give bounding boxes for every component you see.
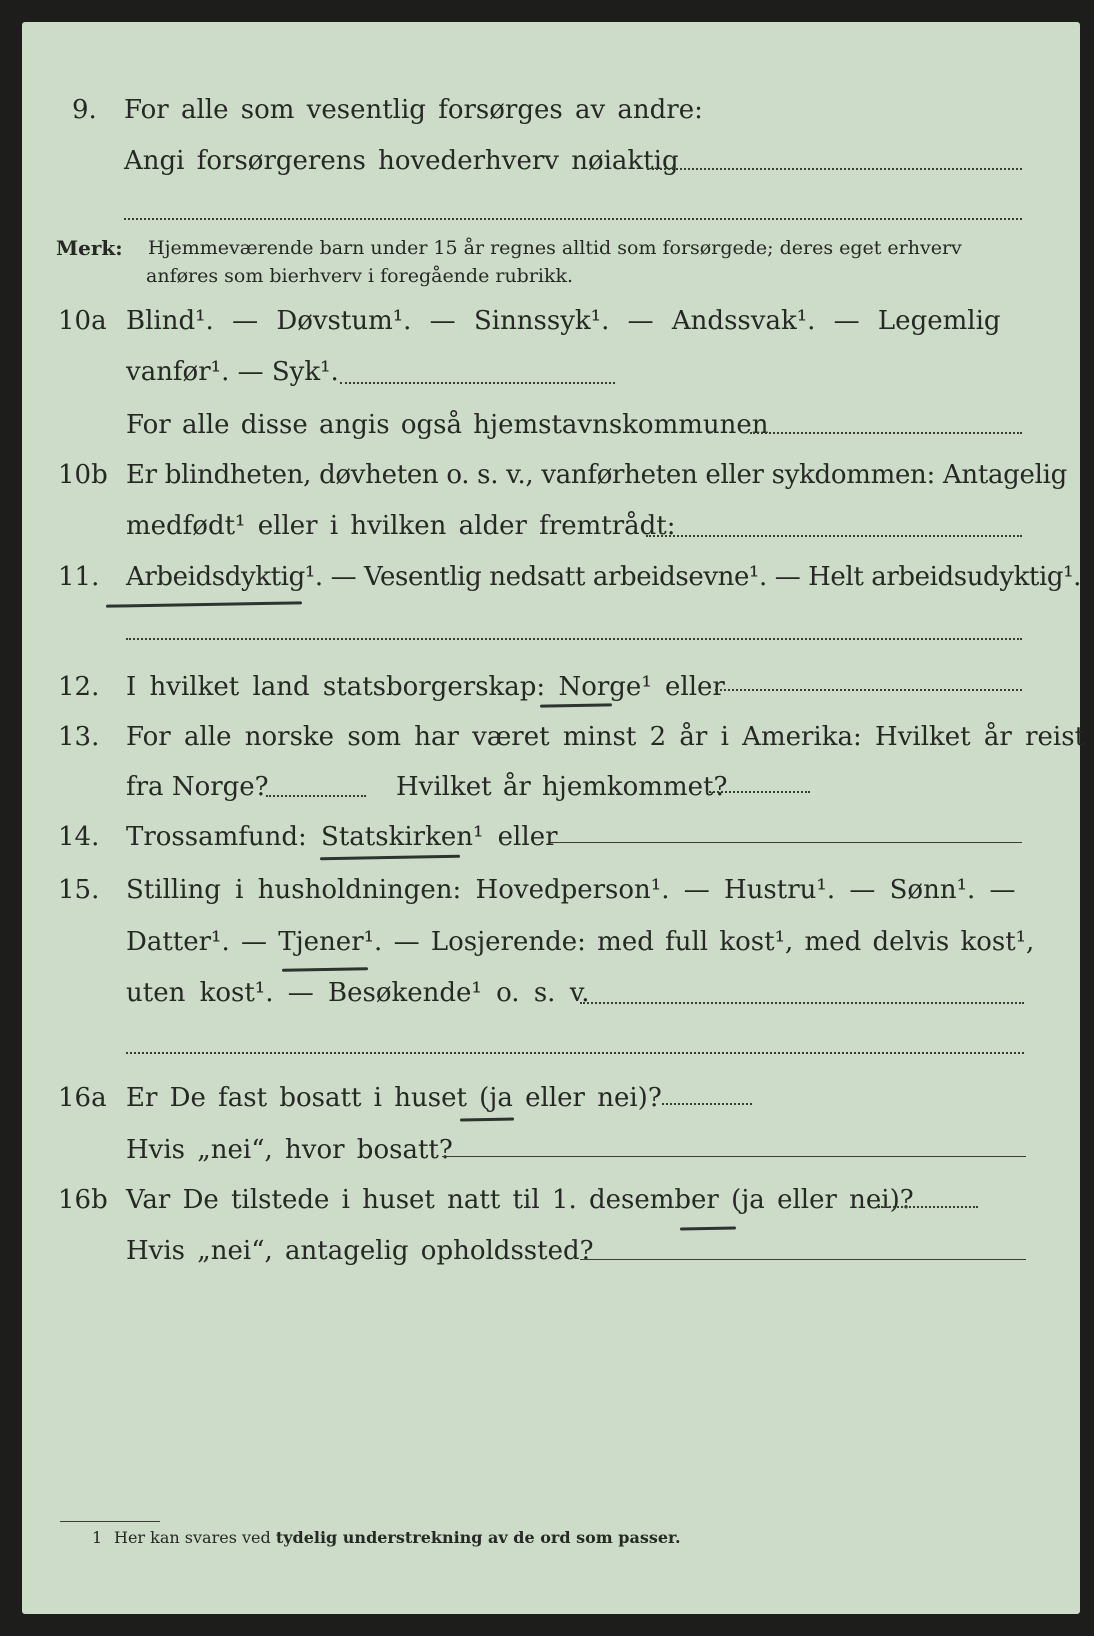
q16b-answer-line[interactable] [878,1206,978,1208]
merk-line2: anføres som bierhverv i foregående rubrikk. [146,265,574,287]
q9-number: 9. [72,95,97,125]
q11-answer-line[interactable] [126,638,1022,640]
q16a-number: 16a [58,1083,107,1113]
q10b-answer-line[interactable] [646,535,1022,537]
footnote-mark: 1 [92,1528,103,1547]
q10a-line3: For alle disse angis også hjemstavnskommunen [126,410,769,440]
q13-line1: For alle norske som har været minst 2 år i Amerika: Hvilket år reist [126,722,1085,752]
q16b-number: 16b [58,1185,108,1215]
q16a-line2: Hvis „nei“, hvor bosatt? [126,1135,453,1165]
q10b-number: 10b [58,460,108,490]
q12-number: 12. [58,672,100,702]
footnote-text-plain: Her kan svares ved [114,1528,271,1547]
q16a-line1: Er De fast bosatt i huset (ja eller nei)? [126,1083,662,1113]
footnote-text [114,1528,681,1548]
q12-pen-underline [540,703,612,707]
q16b-line2: Hvis „nei“, antagelig opholdssted? [126,1236,594,1266]
q16b-line1: Var De tilstede i huset natt til 1. desember (ja eller nei)? [126,1185,914,1215]
q12-line1: I hvilket land statsborgerskap: Norge¹ eller [126,672,725,702]
q13-number: 13. [58,722,100,752]
q11-pen-underline [106,601,302,607]
q13-hjemkommet-line[interactable] [706,791,810,793]
merk-label: Merk: [56,236,123,260]
q10a-line2: vanfør¹. — Syk¹. [126,357,339,387]
q16a-answer-line[interactable] [662,1103,752,1105]
q10b-line1: Er blindheten, døvheten o. s. v., vanførheten eller sykdommen: Antagelig [126,460,1067,490]
q15-answer-line[interactable] [580,1002,1024,1004]
q16b-pen-underline [680,1227,736,1231]
q14-answer-line[interactable] [548,842,1022,843]
footnote-text-bold: tydelig understrekning av de ord som passer. [275,1528,681,1547]
q16b-opholdssted-line[interactable] [580,1259,1026,1260]
q12-answer-line[interactable] [715,689,1022,691]
q11-line1: Arbeidsdyktig¹. — Vesentlig nedsatt arbeidsevne¹. — Helt arbeidsudyktig¹. [126,562,1082,592]
q10b-line2: medfødt¹ eller i hvilken alder fremtrådt: [126,511,676,541]
q15-answer-line-2[interactable] [126,1052,1024,1054]
q13-line2a: fra Norge? [126,772,269,802]
q11-number: 11. [58,562,100,592]
footnote-rule [60,1521,160,1522]
q9-answer-line-2[interactable] [124,218,1022,220]
q15-number: 15. [58,875,100,905]
q14-pen-underline [320,855,460,860]
q10a-line1: Blind¹. — Døvstum¹. — Sinnssyk¹. — Andssvak¹. — Legemlig [126,306,1001,336]
q14-number: 14. [58,822,100,852]
q14-line1: Trossamfund: Statskirken¹ eller [126,822,558,852]
q10a-answer-line[interactable] [340,382,615,384]
q15-pen-underline [282,967,368,972]
q9-line1: For alle som vesentlig forsørges av andre: [124,95,703,125]
q16a-bosatt-line[interactable] [442,1156,1026,1157]
q13-line2b: Hvilket år hjemkommet? [396,772,728,802]
q9-line2: Angi forsørgerens hovederhverv nøiaktig [124,146,679,176]
q10a-number: 10a [58,306,107,336]
q16a-pen-underline [460,1118,514,1122]
q15-line1: Stilling i husholdningen: Hovedperson¹. — Hustru¹. — Sønn¹. — [126,875,1016,905]
q13-reist-line[interactable] [266,795,366,797]
q10a-kommune-line[interactable] [750,432,1022,434]
q9-answer-line[interactable] [647,168,1022,170]
q15-line2: Datter¹. — Tjener¹. — Losjerende: med full kost¹, med delvis kost¹, [126,927,1035,957]
q15-line3: uten kost¹. — Besøkende¹ o. s. v. [126,978,590,1008]
merk-line1: Hjemmeværende barn under 15 år regnes alltid som forsørgede; deres eget erhverv [148,237,962,259]
